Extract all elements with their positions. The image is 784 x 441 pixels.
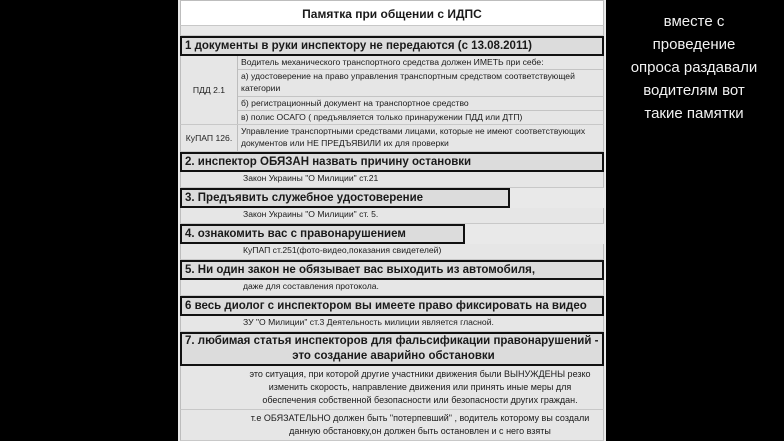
memo-document xyxy=(178,0,606,441)
pdd-row: Водитель механического транспортного средства должен ИМЕТЬ при себе: xyxy=(238,56,603,70)
section-3-heading: 3. Предъявить служебное удостоверение xyxy=(180,188,510,208)
section-6-heading: 6 весь диолог с инспектором вы имеете право фиксировать на видео xyxy=(180,296,604,316)
pdd-row: а) удостоверение на право управления транспортным средством соответствующей категории xyxy=(238,70,603,97)
video-caption xyxy=(612,10,776,125)
pdd-rows xyxy=(238,56,603,124)
section-7-paragraph-2: т.е ОБЯЗАТЕЛЬНО должен быть "потерпевший" , водитель которому вы создали данную обстановку,он должен быть остановлен и с него взяты xyxy=(180,410,604,441)
section-2-heading: 2. инспектор ОБЯЗАН назвать причину остановки xyxy=(180,152,604,172)
section-5-heading: 5. Ни один закон не обязывает вас выходить из автомобиля, xyxy=(180,260,604,280)
section-4-heading: 4. ознакомить вас с правонарушением xyxy=(180,224,465,244)
caption-line: водителям вот xyxy=(643,82,745,99)
section-6-note: ЗУ "О Милиции" ст.3 Деятельность милиции является гласной. xyxy=(180,316,604,332)
section-5-note: даже для составления протокола. xyxy=(180,280,604,296)
pdd-row: б) регистрационный документ на транспортное средство xyxy=(238,97,603,111)
pdd-block xyxy=(180,56,604,125)
kupap-text: Управление транспортными средствами лицами, которые не имеют соответствующих документов или НЕ ПРЕДЪЯВИЛИ их для проверки xyxy=(241,126,586,148)
pdd-row: в) полис ОСАГО ( предъявляется только принаружении ПДД или ДТП) xyxy=(241,112,523,122)
section-1-heading: 1 документы в руки инспектору не передаются (с 13.08.2011) xyxy=(180,36,604,56)
section-7-heading-line1: 7. любимая статья инспекторов для фальсификации правонарушений - xyxy=(185,335,599,347)
section-4-note: КуПАП ст.251(фото-видео,показания свидетелей) xyxy=(180,244,604,260)
pdd-label: ПДД 2.1 xyxy=(181,56,238,124)
memo-sheet xyxy=(180,0,604,441)
section-7-heading xyxy=(180,332,604,366)
caption-line: такие памятки xyxy=(644,105,744,122)
kupap-block xyxy=(180,125,604,152)
memo-title: Памятка при общении с ИДПС xyxy=(180,0,604,26)
caption-line: проведение xyxy=(652,36,736,53)
section-3-note: Закон Украины "О Милиции" ст. 5. xyxy=(180,208,604,224)
section-2-note: Закон Украины "О Милиции" ст.21 xyxy=(180,172,604,188)
kupap-label: КуПАП 126. xyxy=(181,125,238,151)
caption-line: вместе с xyxy=(663,13,725,30)
section-7-paragraph-1: это ситуация, при которой другие участники движения были ВЫНУЖДЕНЫ резко изменить скорость, направление движения или принять иные меры для обеспечения собственной безопасности или безопасности других граждан. xyxy=(180,366,604,410)
section-7-heading-line2: это создание аварийно обстановки xyxy=(292,350,495,362)
caption-line: опроса раздавали xyxy=(630,59,758,76)
spacer-row xyxy=(180,26,604,36)
